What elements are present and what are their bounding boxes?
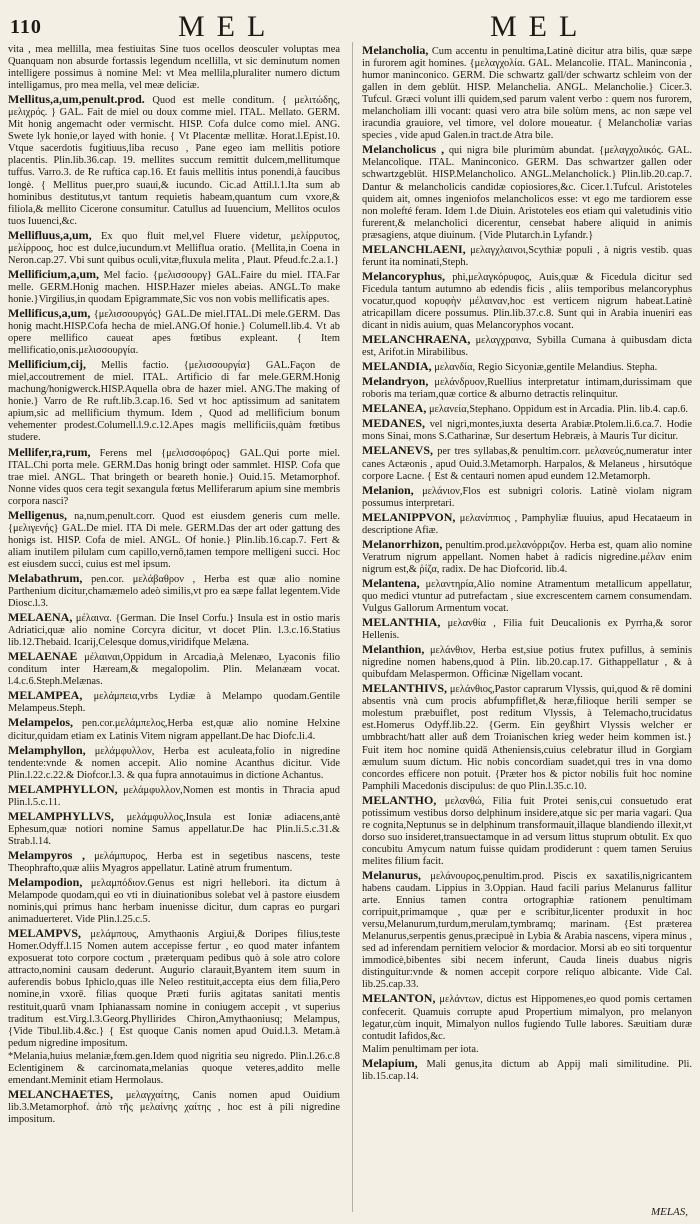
entry-text: Malim penultimam per iota. xyxy=(362,1043,479,1055)
dictionary-entry xyxy=(8,93,340,228)
entry-text: phi,μελαγκόρυφος, Auis,quæ & Ficedula dicitur sed Ficedula tantum autumno ab edendis ficis , aliis temporibus melancoryphus vocatur,quod κορυφὴν μέλαιναν,hoc est verticem nigrum habeat.Latinè atricapillam dicere possumus. Plin.lib.37.c.8. Sunt qui in Arabia inueniri eas dicant in nidis auium, quas Melancoryphos vocant. xyxy=(362,271,692,332)
entry-headword: Mellitus,a,um,penult.prod. xyxy=(8,92,145,107)
dictionary-entry xyxy=(8,810,340,848)
entry-text: Mel facio. {μελισσουργ} GAL.Faire du miel. ITA.Far melle. GERM.Honig machen. HISP.Hazer mieles abeias. ANGL.To make honie.}Virgilius,in quodam Epigrammate,Sic vos non vobis mellificatis apes. xyxy=(8,269,340,305)
entry-headword: Melanurus, xyxy=(362,868,422,882)
entry-headword: MELANEA, xyxy=(362,401,427,416)
running-head-left: MEL xyxy=(178,10,278,43)
dictionary-entry xyxy=(8,927,340,1049)
dictionary-entry xyxy=(362,1057,692,1083)
dictionary-entry xyxy=(8,1051,340,1087)
page-header xyxy=(0,6,700,43)
dictionary-entry xyxy=(362,682,692,792)
entry-text: μελάνθιος,Pastor caprarum Vlyssis, qui,quod & rē domini absentis vnà cum procis abfumpfiflet,& heræ,filioque herili semper se molestum præbuiflet, post reditum Vlyssis, à Telemacho,trucidatus est.Homerus Odyff.lib.22. {Germ. Ein geyßhirt Vlyssis welcher er umbbracht/hatt aller auß dem Troianischen krieg weder heim kommen ist.} Fuit item hoc nomine quidā Atheniensis,cuius celebratur illud in Gorgiam æmulum suum dictum. Hic nobis concordiam suadet,qui tres in vna domo concordes efficere non potuit. {Præter hos & pictor nobilis fuit hoc nomine Pamphili Macedonis discipulus: de quo Plin.l.35.c.10. xyxy=(362,684,692,792)
entry-headword: MELAENAE xyxy=(8,649,78,664)
entry-headword: Melandryon, xyxy=(362,374,429,389)
entry-headword: MELANEVS, xyxy=(362,443,434,458)
dictionary-entry xyxy=(8,689,340,715)
dictionary-entry xyxy=(362,643,692,681)
entry-text: vita , mea mellilla, mea festiuitas Sine tuos ocellos deosculer voluptas mea Quanquam non absurde fortassis legendum ncellilla, vt sic deminutum nomen intelligere possimus à nomine Mel: vt Mea mellila,pluraliter numero dictum intelligamus, pro mea mella, vel meæ deliciæ. xyxy=(8,44,340,92)
catchword: MELAS, xyxy=(651,1206,688,1218)
entry-text: μελάνιον,Flos est subnigri coloris. Latinè violam nigram possumus interpretari. xyxy=(362,485,692,509)
entry-headword: MEDANES, xyxy=(362,416,426,431)
dictionary-entry xyxy=(362,270,692,332)
dictionary-entry xyxy=(362,360,692,374)
entry-text: na,num,penult.corr. Quod est eiusdem generis cum melle. {μελιγενής} GAL.De miel. ITA Di mele. GERM.Das der art oder gattung des honigs ist. HISP. Cofa de miel. ANGL. Of honie.} Plin.lib.16.cap.7. Fert & aliam inutilem pilulam cum capillo,vernō,tamen tempore melligeni succi. Hoc est eiusdem succi, cuius est mel ipsum. xyxy=(8,510,340,570)
dictionary-entry xyxy=(362,333,692,359)
entry-text: μελάμπυρος, Herba est in segetibus nascens, teste Theophrafto,quæ aliis Myagros appellatur. Latinè atrum frumentum. xyxy=(8,850,340,874)
entry-headword: MELAMPHYLLON, xyxy=(8,781,118,796)
entry-text: μελάμπους, Amythaonis Argiui,& Doripes filius,teste Homer.Odyff.l.15 Nomen autem accepisse fertur , eo quod mater infantem exposuerat toto corpore coctum , præterquam pedibus quò à sole atro colore attracto,nomini causam dederunt. Augurio clarauit,Byantem item suum in auferendis bobus Iphiclo,quas ille Neleo restituit,accepta eius dem filia,Pero nomine,in vxorē. filias quoque Præti furiis agitatas sanitati mentis restituit,quarū vnam Iphianassam nomine in coniugem accepit , vt superius traditum est.Virg.l.3.Georg.Phyllirides Chiron,Amythaoniusq; Melampus, {Vide Tibul.lib.4.&c.} { Est quoque Canis nomen apud Ouid.l.3. Metam.à pedum nigredine impositum. xyxy=(8,929,340,1049)
entry-headword: Melanorrhizon, xyxy=(362,536,443,551)
entry-headword: Mellifluus,a,um, xyxy=(8,227,92,242)
entry-text: μελανθία , Filia fuit Deucalionis ex Pyrrha,& soror Hellenis. xyxy=(362,618,692,642)
entry-headword: Melamphyllon, xyxy=(8,742,86,757)
dictionary-entry xyxy=(8,744,340,782)
entry-text: μελαμπόδιον.Genus est nigri hellebori. ita dictum à Melampode quodam,qui eo vti in diuinationibus solebat vel à pastore eiusdem nominis,qui primus hanc herbam inuenisse dicitur, dum capras eo purgari animaduerteret. Vide Plin.l.25.c.5. xyxy=(8,878,340,926)
dictionary-entry xyxy=(362,869,692,991)
dictionary-entry xyxy=(8,611,340,649)
entry-headword: MELANCHAETES, xyxy=(8,1086,114,1101)
dictionary-entry xyxy=(8,509,340,571)
entry-text: μελαγχαίτης, Canis nomen apud Ouidium lib.3.Metamorphof. ἀπὸ τῆς μελαίνης χαίτης , hoc est à pili nigredine impositum. xyxy=(8,1089,340,1125)
entry-headword: Melancholia, xyxy=(362,44,429,57)
entry-text: μελάμφυλλον, Herba est aculeata,folio in nigredine tendente:vnde & nomen accepit. Alio nomine Acanthus dicitur. Vide Plin.l.22.c.22.& Diofcor.l.3. & qua fupra annotauimus in dictione Achantus. xyxy=(8,745,340,781)
entry-text: Ex quo fluit mel,vel Fluere videtur, μελίρρυτος, μελίρροος, hoc est dulce,iucundum.vt Melliflua oratio. {Mellita,in Coena in Neron.cap.27. Vbi sunt quibus oculi,vitæ,fluxula melita , Plaut. Pfeud.fc.2.a.1.} xyxy=(8,230,340,266)
entry-text: μελανίππιος , Pamphyliæ fluuius, apud Hecataeum in descriptione Afiæ. xyxy=(362,512,692,536)
dictionary-entry xyxy=(8,358,340,444)
dictionary-entry xyxy=(8,446,340,508)
entry-headword: Mellificus,a,um, xyxy=(8,305,91,320)
entry-text: μελάνουρος,penultim.prod. Piscis ex saxatilis,nigricantem habens caudam. Lippius in 3.Oppian. Haud facili parius Melanurus fallitur arte. Ennius tamen contra ortographiæ rationem penultimam corripuit,primamque , quæ per e scribitur,licenter produxit in hoc versu,Melanurum,turdum,merulam,tymbramq; marinam. {Est præterea Melanurus,serpentis genus,præcipuè in Lybia & Arabia nascens, vipera minus , sed ad inferendam pernitiem velocior & mordacior. Morsi ab eo siti torquentur immodicè,bibentes sibi necem inferunt, Cauda lineis duabus nigris distinguitur:vnde & nomen accepit corpore reliquo albicante. Vide Cal. lib.25.cap.33. xyxy=(362,871,692,991)
entry-text: pen.cor.μελάμπελος,Herba est,quæ alio nomine Helxine dicitur,quidam etiam ex Latinis Vitem nigram appellant.De hac Diofc.li.4. xyxy=(8,718,340,742)
dictionary-entry xyxy=(8,849,340,875)
entry-text: Mellis factio. {μελισσουργία} GAL.Façon de miel,accoutrement de miel. ITAL. Artificio di far mele.GERM.Honig machung/honigwerck.HISP.Aquella obra de hazer miel. ANG.The making of honie.} Varro de Re ruft.lib.3.cap.16. Sed vt hoc aptissimum ad sanitatem apium,sic ad mellificium thymum. Idem , Quod ad mellificium bonum vehementer prodest.Columell.l.9.c.12.Apes magis mellificiis,quàm fœtibus studere. xyxy=(8,360,340,444)
entry-text: μέλαιναι,Oppidum in Arcadia,à Melenæo, Lyaconis filio conditum inter Hæream,& megalopolim. Plin. Melanæam vocat. l.4.c.6.Steph.Melænas. xyxy=(8,652,340,688)
dictionary-entry xyxy=(362,1044,692,1056)
dictionary-entry xyxy=(8,229,340,267)
dictionary-entry xyxy=(362,538,692,576)
entry-text: μελάμπεια,vrbs Lydiæ à Melampo quodam.Gentile Melampeus.Steph. xyxy=(8,691,340,715)
dictionary-entry xyxy=(362,143,692,241)
entry-headword: MELANCHRAENA, xyxy=(362,332,471,347)
entry-headword: Melligenus, xyxy=(8,507,67,522)
entry-text: Quod est melle conditum. { μελιτώδης, μελιχρός. } GAL. Fait de miel ou doux comme miel. ITAL. Mellato. GERM. Mit honig angemacht oder vermischt. HISP. Cofa dulce como miel. ANG. Swete lyk honie,or layed with honie. { Vt Placentæ mellitæ. Horat.l.Epist.10. Vtque sacerdotis fugitiuus,liba recuso , Pane egeo iam mellitis potiore placentis. Plin.lib.36.cap. 19. mellites succum remittit dulcem,mellitumque tuffus. Varro.3. de Re ruftica cap.16. Et fauis mellitis intus ponendi,à faucibus longè. { Mellitus puer,pro suaui,& iucundo. Cic.ad Attil.l.1.Ita sum ab hominibus destitutus,vt tantum requietis habeam,quantum cum vxore,& filiola,& mellito Cicerone consumitur. Catullus ad Iuuencium, Mellitos oculos tuos Iuuenci,&c. xyxy=(8,95,340,227)
entry-headword: MELANTON, xyxy=(362,991,436,1006)
entry-headword: Mellifer,ra,rum, xyxy=(8,444,91,459)
entry-headword: MELAMPHYLLVS, xyxy=(8,808,114,823)
entry-headword: Melampyros , xyxy=(8,847,85,862)
entry-text: per tres syllabas,& penultim.corr. μελανεύς,numeratur inter canes Actæonis , apud Ouid.3.Metamorph. Harpalos, & Melaneus , hirsutóque corpore Lacne. { Est & centauri nomen apud eundem 12.Metamorph. xyxy=(362,446,692,482)
dictionary-entry xyxy=(8,44,340,92)
left-column xyxy=(8,44,340,1204)
dictionary-entry xyxy=(362,243,692,269)
entry-text: μελάνδρυον,Ruellius interpretatur intimam,durissimam que roboris ma teriam,quæ cortice & alburno detractis relinquitur. xyxy=(362,377,692,401)
dictionary-entry xyxy=(362,44,692,142)
entry-headword: MELANTHIA, xyxy=(362,615,441,630)
column-divider xyxy=(352,42,353,1212)
entry-headword: MELAMPEA, xyxy=(8,688,83,703)
dictionary-entry xyxy=(8,572,340,610)
dictionary-entry xyxy=(362,511,692,537)
entry-headword: Melampodion, xyxy=(8,875,83,890)
dictionary-entry xyxy=(8,650,340,688)
entry-headword: MELANTHO, xyxy=(362,792,437,807)
entry-text: μελανδία, Regio Sicyoniæ,gentile Melandius. Stepha. xyxy=(434,362,658,374)
entry-headword: MELAENA, xyxy=(8,610,73,625)
dictionary-entry xyxy=(8,716,340,742)
dictionary-entry xyxy=(8,268,340,306)
entry-text: penultim.prod.μελανόρριζον. Herba est, quam alio nomine Veratrum nigrum appellant. Nomen habet à radicis nigredine.μέλαν enim nigrum est,& ῥίζα, radix. De hac Diofcorid. lib.4. xyxy=(362,539,692,575)
entry-headword: MELANIPPVON, xyxy=(362,509,456,524)
dictionary-entry xyxy=(362,992,692,1042)
dictionary-entry xyxy=(362,577,692,615)
entry-headword: Mellificium,a,um, xyxy=(8,266,99,281)
entry-headword: MELAMPVS, xyxy=(8,926,81,941)
entry-headword: Melanthion, xyxy=(362,642,425,657)
entry-text: μέλαινα. {German. Die Insel Corfu.} Insula est in ostio maris Adriatici,quæ alio nomine Corcyra dicitur, vt docet Plin. l.3.c.16.Statius lib.12.Thebaid. Icarij,Celesque domus,viridifque Melæna. xyxy=(8,613,340,649)
entry-headword: MELANDIA, xyxy=(362,359,432,374)
entry-text: *Melania,huius melaniæ,fœm.gen.Idem quod nigritia seu nigredo. Plin.l.26.c.8 Eclentiginem & carcinomata,melanias quoque veteres,addito melle emendant.Meminit etiam Hermolaus. xyxy=(8,1050,340,1086)
entry-text: vel nigri,montes,iuxta deserta Arabiæ.Ptolem.li.6.ca.7. Hodie mons Sinai, mons S.Catharinæ, Sur desertum Hebræis, à Mauris Tur dicitur. xyxy=(362,419,692,443)
dictionary-entry xyxy=(362,794,692,868)
entry-headword: Melancoryphus, xyxy=(362,268,446,283)
entry-headword: MELANCHLAENI, xyxy=(362,241,466,256)
running-head-right: MEL xyxy=(490,10,590,43)
entry-text: qui nigra bile plurimùm abundat. {μελαγχολικός. GAL. Melancolique. ITAL. Maninconico. GERM. Das schwartzer gallen oder schwartzgeblüt. HISP.Melancholico. ANGL.Melancholick.} Plin.lib.20.cap.7. Dantur & melancholicis candidæ copiosiores,&c. Cicer.1.Tufcul. Aristoteles quidem ait, omnes ingeniofos melancholicos esse: vt ego me tardiorem esse non molefté feram. Idem 1.de Diuin. Aristoteles eos etiam qui valetudinis vitio furerent,& melancholici dicerentur, censebat habere aliquid in animis præsagiens, atque diuinum. {Vide Plutarch.in Lyfandr.} xyxy=(362,145,692,241)
entry-text: μελανεία,Stephano. Oppidum est in Arcadia. Plin. lib.4. cap.6. xyxy=(428,404,689,416)
entry-headword: MELANTHIVS, xyxy=(362,681,448,696)
dictionary-entry xyxy=(8,307,340,357)
entry-text: Ferens mel {μελισσοφόρος} GAL.Qui porte miel. ITAL.Chi porta mele. GERM.Das honig bringt oder sammlet. HISP. Cofa que trae miel. ANGL. That bringeth or beareth honie.} Ouid.15. Metamorphof. Nonne vides quos cera tegit sexangula fœtus Melliferarum apium sine membris corpora nasci? xyxy=(8,447,340,507)
dictionary-entry xyxy=(8,1088,340,1126)
dictionary-entry xyxy=(362,417,692,443)
entry-text: Mali genus,ita dictum ab Appij mali similitudine. Pli. lib.15.cap.14. xyxy=(362,1058,692,1082)
page-number: 110 xyxy=(10,16,42,38)
entry-text: μελαγχλαινοι,Scythiæ populi , à nigris vestib. quas ferunt ita nominati,Steph. xyxy=(362,244,692,268)
entry-text: {μελισσουργός} GAL.De miel.ITAL.Di mele.GERM. Das honig macht.HISP.Cofa hecha de miel.ANG.Of honie.} Columell.lib.4. Vt ab opere mellifico caueat apes fœtibus expleant. { Item mellificatio,onis.μελισσουργία. xyxy=(8,308,340,357)
entry-headword: Melampelos, xyxy=(8,715,73,730)
entry-text: μελάμφυλλον,Nomen est montis in Thracia apud Plin.l.5.c.11. xyxy=(8,784,340,808)
dictionary-entry xyxy=(8,783,340,809)
entry-headword: Melapium, xyxy=(362,1055,418,1070)
entry-headword: Melantena, xyxy=(362,575,420,590)
entry-text: Cum accentu in penultima,Latinè dicitur atra bilis, quæ sæpe in furorem agit homines. {μελαγχολία. GAL. Melancolie. ITAL. Maninconia , humor maninconico. GERM. Die schwartz gall/der schwartz schleim von der gallen in dem geblüt. HISP. Melanchelia. ANGL. Melancholie.} Cicer.3. Tufcul. Græci volunt illi quidem,sed parum valent verbo : quem nos furorem, melancholiam illi vocant: quasi vero atra bile solùm mens, ac non sæpe vel iracundia grauiore, vel timore, vel dolore moueatur. { Melancholiæ varias species , vide apud Galen.in tract.de Atra bile. xyxy=(362,46,692,142)
dictionary-entry xyxy=(362,444,692,482)
dictionary-entry xyxy=(362,375,692,401)
dictionary-entry xyxy=(362,484,692,510)
entry-text: μελανθώ, Filia fuit Protei senis,cui consuetudo erat potissimum vestibus dorso delphinum insidere,atque sic per maria vagari. Qua re cognita,Neptunus se in delphinum transformauit,illaque blandiendo illexit,vt dorso suo insideret,transuectamque in ad versum littus stuprum obtulit. Ex quo concubitu Amycum natum fuisse quidam prodiderunt : quem tamen Seruius melites filium facit. xyxy=(362,795,692,867)
entry-text: pen.cor. μελάβαθρον , Herba est quæ alio nomine Parthenium dicitur,chamæmelo adeò similis,vt pro ea sæpe fallat legentem.Vide Diosc.l.3. xyxy=(8,573,340,610)
entry-headword: Mellificium,cij, xyxy=(8,357,86,372)
right-column xyxy=(362,44,692,1204)
entry-text: μελάνθιον, Herba est,siue potius frutex pufillus, à seminis nigredine nomen habens,quod à Plin. lib.20.cap.17. Githappellatur , & à quibufdam Melaspermon. Officinæ Nigellam vocant. xyxy=(362,645,692,681)
entry-headword: Melanion, xyxy=(362,482,414,497)
entry-headword: Melancholicus , xyxy=(362,142,445,157)
dictionary-entry xyxy=(362,616,692,642)
dictionary-entry xyxy=(8,876,340,926)
entry-text: μελαντηρία,Alio nomine Atramentum metallicum appellatur, quo medici vtuntur ad putrefactam , siue excrescentem carnem consumendam. Vulgus Gallorum Armentum vocat. xyxy=(362,578,692,615)
entry-text: μελάμφυλλος,Insula est Ioniæ adiacens,antè Ephesum,quæ notiori nomine Samus appellatur.De hac Plin.li.5.c.31.& Strab.l.14. xyxy=(8,811,340,847)
entry-headword: Melabathrum, xyxy=(8,570,83,585)
dictionary-entry xyxy=(362,402,692,416)
entry-text: μελάντων, dictus est Hippomenes,eo quod pomis certamen confecerit. Quamuis corrupte apud Propertium mimalyon, pro melanyon legatur,cùm inquit, Mimalyon nullos fugiendo Tulle labores. Sæuitiam duræ contudit Iafidos,&c. xyxy=(362,994,692,1042)
entry-text: μελαγχραινα, Sybilla Cumana à quibusdam dicta est, Arifot.in Mirabilibus. xyxy=(362,335,692,359)
